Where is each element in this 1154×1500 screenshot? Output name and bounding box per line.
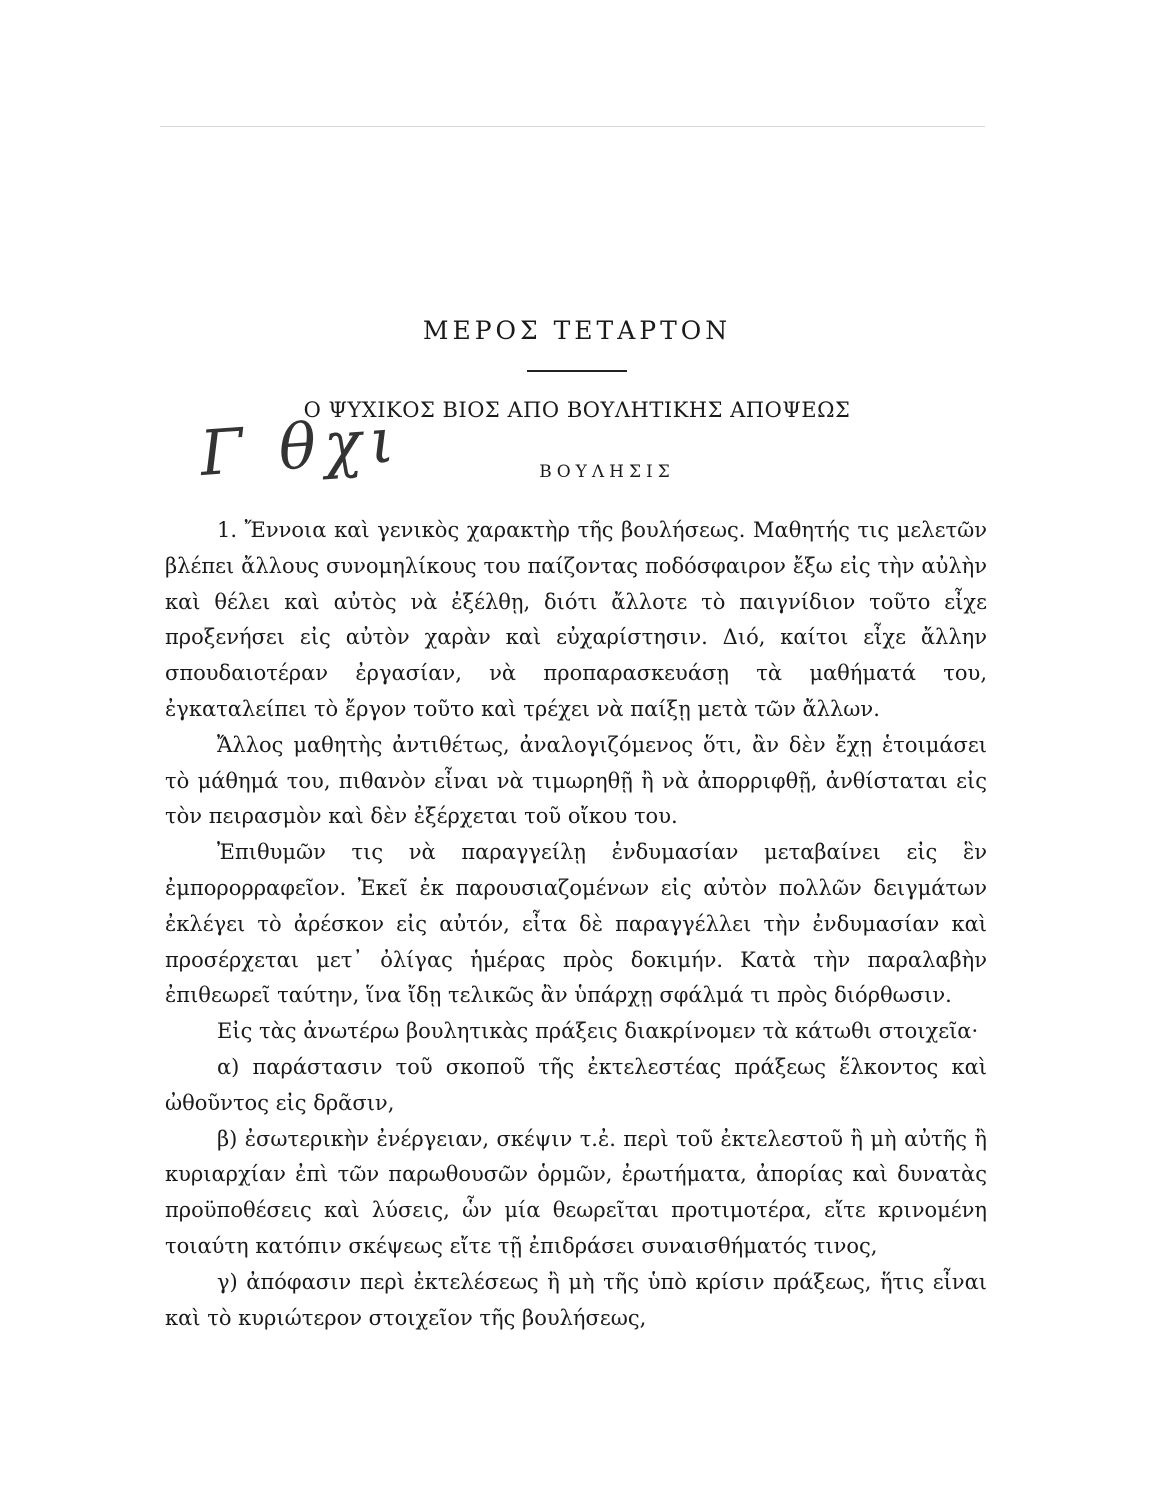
part-title: ΜΕΡΟΣ ΤΕΤΑΡΤΟΝ [422,316,732,345]
chapter-title: ΒΟΥΛΗΣΙΣ [539,462,675,482]
list-item-b: β) ἐσωτερικὴν ἐνέργειαν, σκέψιν τ.ἐ. περὶ τοῦ ἐκτελεστοῦ ἢ μὴ αὐτῆς ἢ κυριαρχίαν ἐπὶ τῶν παρωθουσῶν ὁρμῶν, ἐρωτήματα, ἀπορίας καὶ δυνατὰς προϋποθέσεις καὶ λύσεις, ὧν μία θεωρεῖται προτιμοτέρα, εἴτε κρινομένη τοιαύτη κατόπιν σκέψεως εἴτε τῇ ἐπιδράσει συναισθήματός τινος, [165,1126,987,1258]
list-item-a: α) παράστασιν τοῦ σκοποῦ τῆς ἐκτελεστέας πράξεως ἕλκοντος καὶ ὠθοῦντος εἰς δρᾶσιν, [165,1054,987,1115]
list-item-c: γ) ἀπόφασιν περὶ ἐκτελέσεως ἢ μὴ τῆς ὑπὸ κρίσιν πράξεως, ἥτις εἶναι καὶ τὸ κυριώτερον στοιχεῖον τῆς βουλήσεως, [165,1269,987,1330]
title-divider [527,370,627,372]
paragraph-1: 1. Ἔννοια καὶ γενικὸς χαρακτὴρ τῆς βουλήσεως. Μαθητής τις μελετῶν βλέπει ἄλλους συνομηλίκους του παίζοντας ποδόσφαιρον ἔξω εἰς τὴν αὐλὴν καὶ θέλει καὶ αὐτὸς νὰ ἐξέλθῃ, διότι ἄλλοτε τὸ παιγνίδιον τοῦτο εἶχε προξενήσει εἰς αὐτὸν χαρὰν καὶ εὐχαρίστησιν. Διό, καίτοι εἶχε ἄλλην σπουδαιοτέραν ἐργασίαν, νὰ προπαρασκευάσῃ τὰ μαθήματά του, ἐγκαταλείπει τὸ ἔργον τοῦτο καὶ τρέχει νὰ παίξῃ μετὰ τῶν ἄλλων. [165,518,987,721]
body-text [165,513,987,1336]
paragraph-3: Ἐπιθυμῶν τις νὰ παραγγείλῃ ἐνδυμασίαν μεταβαίνει εἰς ἓν ἐμπορορραφεῖον. Ἐκεῖ ἐκ παρουσιαζομένων εἰς αὐτὸν πολλῶν δειγμάτων ἐκλέγει τὸ ἀρέσκον εἰς αὐτόν, εἶτα δὲ παραγγέλλει τὴν ἐνδυμασίαν καὶ προσέρχεται μετ᾽ ὀλίγας ἡμέρας πρὸς δοκιμήν. Κατὰ τὴν παραλαβὴν ἐπιθεωρεῖ ταύτην, ἵνα ἴδῃ τελικῶς ἂν ὑπάρχῃ σφάλμά τι πρὸς διόρθωσιν. [165,840,987,1008]
paragraph-2: Ἄλλος μαθητὴς ἀντιθέτως, ἀναλογιζόμενος ὅτι, ἂν δὲν ἔχῃ ἑτοιμάσει τὸ μάθημά του, πιθανὸν εἶναι νὰ τιμωρηθῇ ἢ νὰ ἀπορριφθῇ, ἀνθίσταται εἰς τὸν πειρασμὸν καὶ δὲν ἐξέρχεται τοῦ οἴκου του. [165,732,987,829]
handwritten-annotation: Γ θχι [197,403,405,490]
section-title: Ο ΨΥΧΙΚΟΣ ΒΙΟΣ ΑΠΟ ΒΟΥΛΗΤΙΚΗΣ ΑΠΟΨΕΩΣ [303,398,851,422]
paragraph-4: Εἰς τὰς ἀνωτέρω βουλητικὰς πράξεις διακρίνομεν τὰ κάτωθι στοιχεῖα· [217,1019,979,1044]
show-through-rule [160,126,985,127]
